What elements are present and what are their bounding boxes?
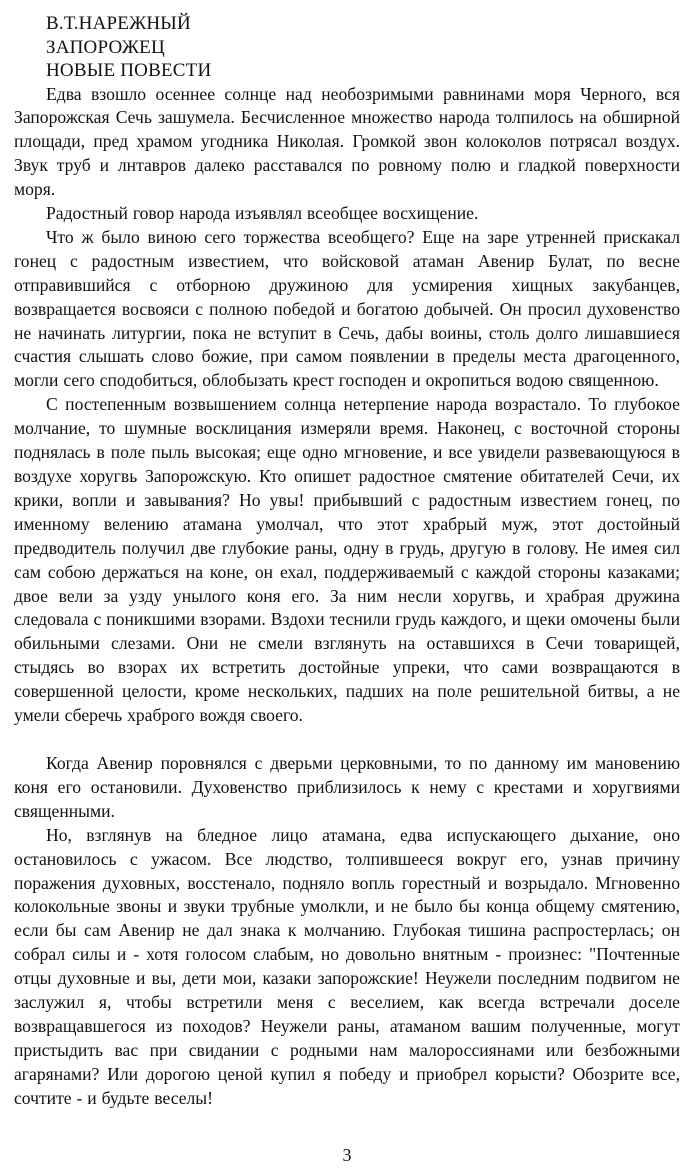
book-page [14, 12, 680, 1165]
body-text [14, 83, 680, 1111]
paragraph: Что ж было виною сего торжества всеобщего? Еще на заре утренней прискакал гонец с радостным известием, что войсковой атаман Авенир Булат, по весне отправившийся с отборною дружиною для усмирения хищных закубанцев, возвращается восвояси с полною победой и богатою добычей. Он просил духовенство не начинать литургии, пока не вступит в Сечь, дабы воины, столь долго лишавшиеся счастия слышать слово божие, при самом появлении в пределы места драгоценного, могли сего сподобиться, облобызать крест господен и окропиться водою священною. [14, 226, 680, 391]
paragraph: С постепенным возвышением солнца нетерпение народа возрастало. То глубокое молчание, то шумные восклицания измеряли время. Наконец, с восточной стороны поднялась в поле пыль высокая; еще одно мгновение, и все увидели развевающуюся в воздухе хоругвь Запорожскую. Кто опишет радостное смятение обитателей Сечи, их крики, вопли и завывания? Но увы! прибывший с радостным известием гонец, по именному велению атамана умолчал, что этот храбрый муж, этот достойный предводитель получил две глубокие раны, одну в грудь, другую в голову. Не имея сил сам собою держаться на коне, он ехал, поддерживаемый с каждой стороны казаками; двое вели за узду унылого коня его. За ним несли хоругвь, и храбрая дружина следовала с поникшими взорами. Вздохи теснили грудь каждого, и щеки омочены были обильными слезами. Они не смели взглянуть на оставшихся в Сечи товарищей, стыдясь во взорах их встретить достойные упреки, что сами возвращаются в совершенной целости, кроме нескольких, падших на поле решительной битвы, а не умели сберечь храброго вождя своего. [14, 394, 680, 726]
author-name: В.Т.НАРЕЖНЫЙ [46, 13, 191, 34]
work-title: ЗАПОРОЖЕЦ [46, 36, 165, 58]
page-number: 3 [342, 1145, 352, 1165]
paragraph: Но, взглянув на бледное лицо атамана, едва испускающего дыхание, оно остановилось с ужасом. Все людство, толпившееся вокруг его, узнав причину поражения духовных, восстенало, подняло вопль горестный и возрыдало. Мгновенно колокольные звоны и звуки трубные умолкли, и не было бы конца общему смятению, если бы сам Авенир не дал знака к молчанию. Глубокая тишина распростерлась; он собрал силы и - хотя голосом слабым, но довольно внятным - произнес: "Почтенные отцы духовные и вы, дети мои, казаки запорожские! Неужели последним подвигом не заслужил я, чтобы встретили меня с веселием, как всегда встречали доселе возвращавшегося из походов? Неужели раны, атаманом вашим полученные, могут пристыдить вас при свидании с родными нам малороссиянами или безбожными агарянами? Или дорогою ценой купил я победу и приобрел корысти? Обозрите все, сочтите - и будьте веселы! [14, 824, 680, 1108]
title-block [14, 12, 680, 83]
work-subtitle: НОВЫЕ ПОВЕСТИ [46, 60, 212, 81]
section-gap [14, 728, 680, 752]
paragraph: Когда Авенир поровнялся с дверьми церковными, то по данному им мановению коня его остановили. Духовенство приблизилось к нему с крестами и хоругвиями священными. [14, 752, 680, 821]
paragraph: Едва взошло осеннее солнце над необозримыми равнинами моря Черного, вся Запорожская Сечь зашумела. Бесчисленное множество народа толпилось на обширной площади, пред храмом угодника Николая. Громкой звон колоколов потрясал воздух. Звук труб и лнтавров далеко расставался по ровному полю и гладкой поверхности моря. [14, 83, 680, 200]
paragraph: Радостный говор народа изъявлял всеобщее восхищение. [46, 203, 479, 224]
